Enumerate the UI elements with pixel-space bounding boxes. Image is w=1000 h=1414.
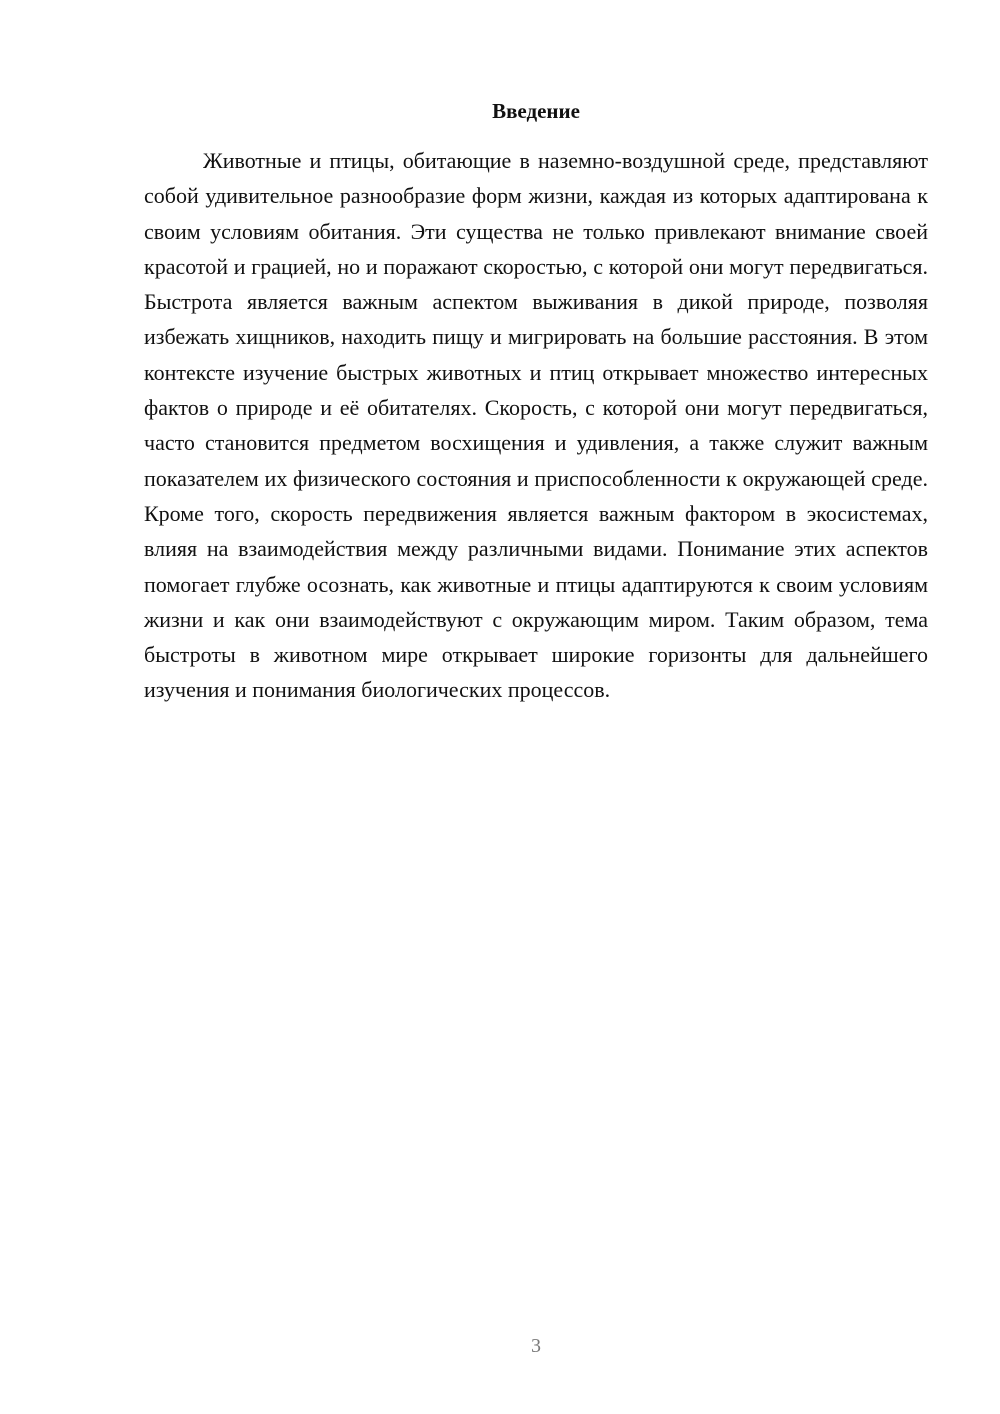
body-paragraph: Животные и птицы, обитающие в наземно-воздушной среде, представляют собой удивительное разнообразие форм жизни, каждая из которых адаптирована к своим условиям обитания. Эти существа не только привлекают внимание своей красотой и грацией, но и поражают скоростью, с которой они могут передвигаться. Быстрота является важным аспектом выживания в дикой природе, позволяя избежать хищников, находить пищу и мигрировать на большие расстояния. В этом контексте изучение быстрых животных и птиц открывает множество интересных фактов о природе и её обитателях. Скорость, с которой они могут передвигаться, часто становится предметом восхищения и удивления, а также служит важным показателем их физического состояния и приспособленности к окружающей среде. Кроме того, скорость передвижения является важным фактором в экосистемах, влияя на взаимодействия между различными видами. Понимание этих аспектов помогает глубже осознать, как животные и птицы адаптируются к своим условиям жизни и как они взаимодействуют с окружающим миром. Таким образом, тема быстроты в животном мире открывает широкие горизонты для дальнейшего изучения и понимания биологических процессов. bbox=[144, 148, 928, 703]
page-number: 3 bbox=[531, 1335, 541, 1357]
section-heading: Введение bbox=[492, 99, 580, 123]
